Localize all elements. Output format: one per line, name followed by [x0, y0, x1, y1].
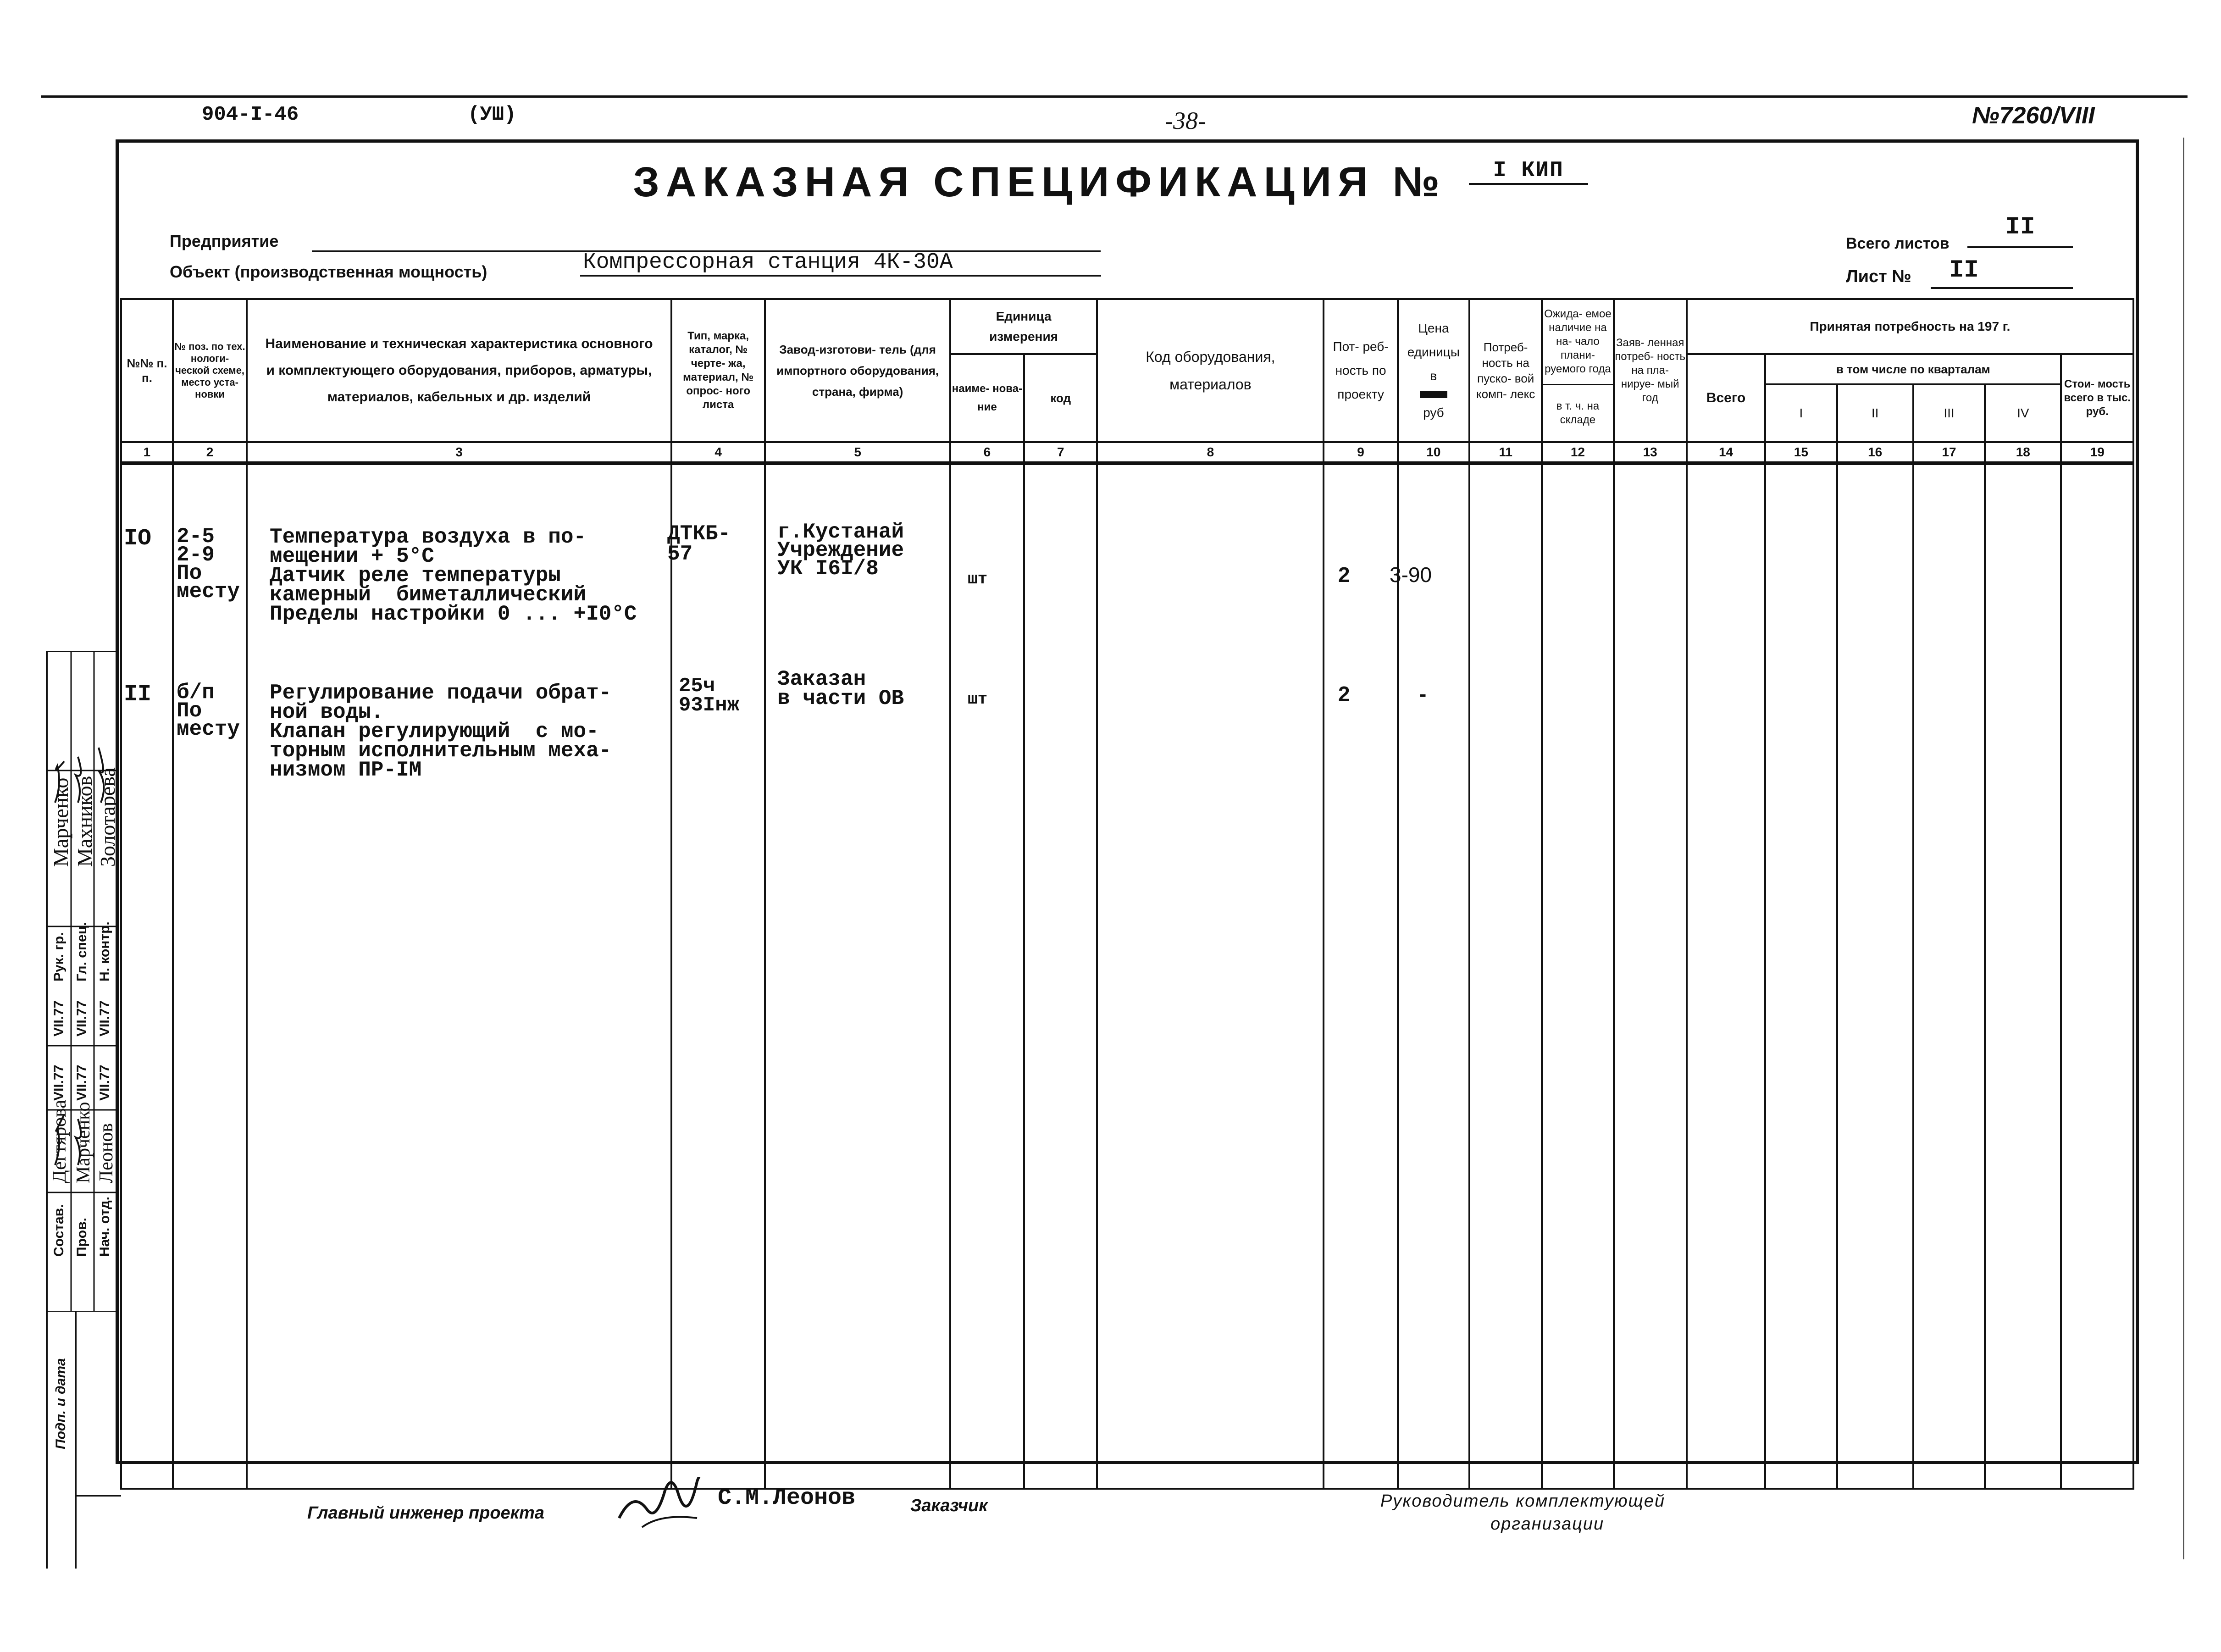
- col-number: 5: [765, 442, 950, 463]
- stamp-name-rukgr: Марченко: [49, 777, 72, 867]
- row1-maker: г.Кустанай Учреждение УК I6I/8: [777, 520, 904, 581]
- hdr-equip-code: Код оборудования, материалов: [1097, 299, 1324, 442]
- hdr-type: Тип, марка, каталог, № черте- жа, материал, № опрос- ного листа: [671, 299, 765, 442]
- sheet-label: Лист №: [1846, 267, 1911, 286]
- hdr-unit-code: код: [1024, 354, 1097, 442]
- enterprise-label: Предприятие: [170, 232, 279, 250]
- hdr-cost: Стои- мость всего в тыс. руб.: [2061, 354, 2133, 442]
- hdr-price-in: в: [1430, 369, 1437, 383]
- row2-unit: шт: [968, 690, 988, 709]
- spec-number: I КИП: [1469, 158, 1588, 185]
- col-number: 13: [1614, 442, 1687, 463]
- hdr-name: Наименование и техническая характеристика основного и комплектующего оборудования, приборов, арматуры, материалов, кабельных и др. изделий: [247, 299, 671, 442]
- stamp-name-nkontr: Золотарева: [96, 767, 119, 867]
- hdr-q4: IV: [1985, 384, 2061, 442]
- stamp-date-rukgr: VII.77: [51, 1000, 66, 1037]
- row2-no: II: [124, 682, 152, 708]
- hdr-accepted-group: Принятая потребность на 197 г.: [1687, 299, 2133, 354]
- col-number: 17: [1913, 442, 1985, 463]
- row2-qty: 2: [1338, 682, 1350, 706]
- col-number: 10: [1398, 442, 1469, 463]
- hdr-expected: Ожида- емое наличие на на- чало плани- руемого года: [1542, 299, 1613, 384]
- sheet-value: II: [1931, 252, 2073, 289]
- stamp-name-prov: Марченко: [73, 1102, 94, 1183]
- chief-engineer-signature: [615, 1477, 720, 1532]
- hdr-total: Всего: [1687, 354, 1765, 442]
- row2-type: 25ч 93Iнж: [679, 675, 740, 717]
- col-number: 9: [1324, 442, 1397, 463]
- stamp-date-sostav: VII.77: [51, 1064, 66, 1101]
- stamp-label-nkontr: Н. контр.: [97, 921, 112, 981]
- stamp-date-nkontr: VII.77: [97, 1000, 112, 1037]
- hdr-in-stock: в т. ч. на складе: [1542, 384, 1613, 442]
- hdr-unit-group: Единица измерения: [950, 299, 1097, 354]
- hdr-unit-name: наиме- нова- ние: [950, 354, 1024, 442]
- col-number: 18: [1985, 442, 2061, 463]
- side-stamp: [46, 651, 119, 1312]
- stamp-date-nachotd: VII.77: [97, 1064, 112, 1101]
- row2-name: Регулирование подачи обрат- ной воды. Клапан регулирующий с мо- торным исполнительным меха- низмом ПР-IМ: [270, 681, 612, 782]
- supplier-label-2: организации: [1490, 1514, 1605, 1534]
- row1-qty: 2: [1338, 563, 1350, 587]
- stamp-label-glspec: Гл. спец.: [74, 922, 89, 981]
- hdr-quarters-group: в том числе по кварталам: [1765, 354, 2061, 384]
- stamp-name-glspec: Махников: [73, 776, 96, 867]
- col-number: 3: [247, 442, 671, 463]
- col-number: 8: [1097, 442, 1324, 463]
- col-number: 15: [1765, 442, 1837, 463]
- hdr-price-unit: руб: [1423, 405, 1444, 420]
- total-sheets-value: II: [1967, 209, 2073, 248]
- right-edge-line: [2183, 138, 2184, 1559]
- col-number: 2: [173, 442, 247, 463]
- object-field: Компрессорная станция 4К-30А: [580, 250, 1101, 277]
- row1-no: IO: [124, 526, 152, 552]
- stamp-name-sostav: Дегтярова: [49, 1099, 70, 1183]
- title-text: ЗАКАЗНАЯ СПЕЦИФИКАЦИЯ №: [633, 159, 1446, 205]
- row2-pos: б/п По месту: [177, 681, 240, 741]
- stamp-signatures: [46, 651, 119, 1312]
- hdr-no: №№ п. п.: [121, 299, 173, 442]
- hdr-q2: II: [1837, 384, 1913, 442]
- col-number: 16: [1837, 442, 1913, 463]
- row2-maker: Заказан в части ОВ: [777, 667, 904, 710]
- top-rule: [41, 95, 2188, 98]
- col-number: 6: [950, 442, 1024, 463]
- row1-unit: шт: [968, 570, 988, 588]
- col-number: 11: [1469, 442, 1542, 463]
- row1-pos: 2-5 2-9 По месту: [177, 525, 240, 604]
- row1-name: Температура воздуха в по- мещении + 5°С Датчик реле температуры камерный биметаллический Пределы настройки 0 ... +I0°С: [270, 525, 637, 626]
- total-sheets-label: Всего листов: [1846, 235, 1950, 252]
- hdr-pos: № поз. по тех. нологи- ческой схеме, место уста- новки: [173, 299, 247, 442]
- hdr-need: Пот- реб- ность по проекту: [1324, 299, 1397, 442]
- spec-table: [120, 298, 2134, 1490]
- stamp-label-sostav: Состав.: [51, 1204, 66, 1257]
- hdr-q3: III: [1913, 384, 1985, 442]
- hdr-startup: Потреб- ность на пуско- вой комп- лекс: [1469, 299, 1542, 442]
- hdr-declared: Заяв- ленная потреб- ность на пла- нируе- мый год: [1614, 299, 1687, 442]
- chief-engineer-name: С.М.Леонов: [718, 1485, 856, 1511]
- col-number: 14: [1687, 442, 1765, 463]
- row2-price: -: [1419, 682, 1427, 706]
- hdr-price: [1398, 299, 1469, 442]
- row1-price: 3-90: [1390, 563, 1432, 587]
- stamp-label-nachotd: Нач. отд.: [97, 1197, 112, 1257]
- col-number: 7: [1024, 442, 1097, 463]
- part-number: (УШ): [468, 103, 516, 126]
- enterprise-field: [312, 233, 1101, 252]
- stamp-date-prov: VII.77: [74, 1064, 89, 1101]
- chief-engineer-label: Главный инженер проекта: [307, 1503, 544, 1523]
- row1-type: ДТКБ- 57: [667, 522, 731, 566]
- col-number: 12: [1542, 442, 1613, 463]
- stamp-label-rukgr: Рук. гр.: [51, 932, 66, 981]
- column-numbers-row: [121, 442, 2133, 463]
- hdr-maker: Завод-изготови- тель (для импортного оборудования, страна, фирма): [765, 299, 950, 442]
- customer-label: Заказчик: [910, 1496, 988, 1515]
- project-code: 904-I-46: [202, 103, 299, 126]
- hdr-q1: I: [1765, 384, 1837, 442]
- stamp-label-prov: Пров.: [74, 1218, 89, 1257]
- hdr-price-redaction: [1420, 391, 1447, 398]
- col-number: 1: [121, 442, 173, 463]
- object-label: Объект (производственная мощность): [170, 262, 487, 281]
- side-stamp-sign-box: [46, 1312, 121, 1569]
- stamp-date-glspec: VII.77: [74, 1000, 89, 1037]
- col-number: 19: [2061, 442, 2133, 463]
- page-number: -38-: [1165, 107, 1206, 134]
- stamp-label-sign-date: Подп. и дата: [53, 1358, 68, 1449]
- col-number: 4: [671, 442, 765, 463]
- form-title: [0, 158, 2221, 206]
- supplier-label-1: Руководитель комплектующей: [1380, 1491, 1666, 1511]
- stamp-name-nachotd: Леонов: [96, 1123, 117, 1183]
- hdr-price-label: Цена единицы: [1407, 321, 1460, 359]
- document-number: №7260/VIII: [1972, 102, 2095, 129]
